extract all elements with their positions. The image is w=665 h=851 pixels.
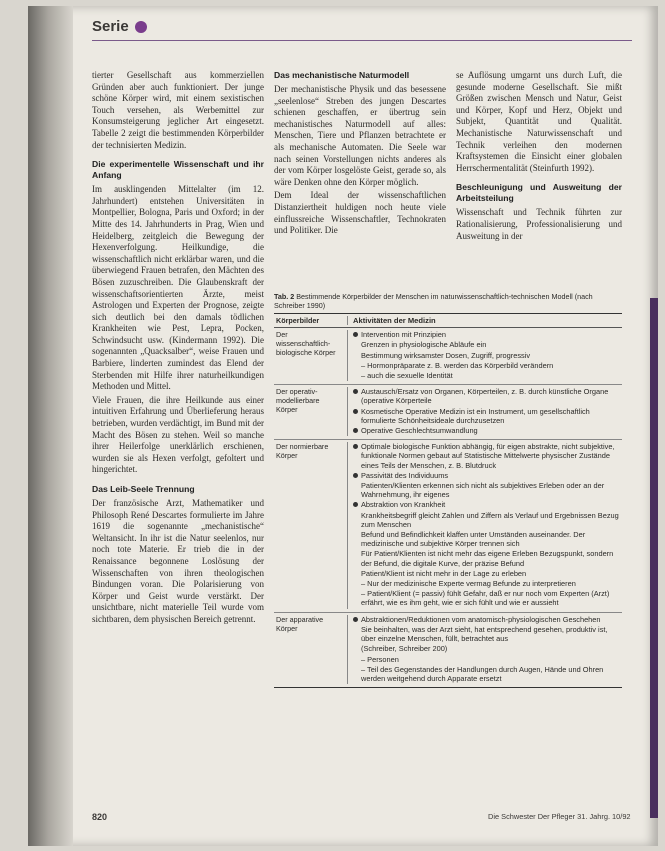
paragraph: Der französische Arzt, Mathematiker und Philosoph René Descartes formulierte im Jahre 1619 die sogenannte „mechanistische“ Weltansicht. In ihr ist die Natur seelenlos, nur noch tote Materie. Er trieb die in der Renaissance begonnene Loslösung der Wissenschaften von ihren theologischen Bindungen voran. Die Polarisierung von Körper und Geist wurde verstärkt. Der unsichtbare, nicht materielle Teil wurde vom sichtbaren, dem physischen Bereich getrennt. (92, 498, 264, 624)
bullet-text: Kosmetische Operative Medizin ist ein Instrument, um gesellschaftlich formulierte Schönheitsideale durchzusetzen (361, 406, 590, 425)
bullet-icon (353, 444, 358, 449)
section-heading: Das mechanistische Naturmodell (274, 70, 410, 80)
bullet-icon (353, 473, 358, 478)
sub-line: Grenzen in physiologische Abläufe ein (361, 340, 487, 350)
sub-line: Patient/Klient ist nicht mehr in der Lage zu erleben (361, 568, 527, 578)
sub-line: Krankheitsbegriff gleicht Zahlen und Ziffern als Verlauf und Ergebnissen Bezug zum Menschen (361, 510, 619, 529)
bullet-text: Abstraktionen/Reduktionen vom anatomisch-physiologischen Geschehen (361, 614, 601, 624)
bullet-text: Austausch/Ersatz von Organen, Körperteilen, z. B. durch künstliche Organe (operative Körperteile (361, 387, 609, 406)
table-row-label: Der wissenschaftlich-biologische Körper (274, 330, 348, 381)
paragraph: Dem Ideal der wissenschaftlichen Distanziertheit huldigen noch heute viele einflussreiche Wissenschaftler, Technokraten und Politiker. Die (274, 190, 446, 236)
bullet-item (353, 615, 622, 624)
header-rule (92, 40, 632, 41)
bullet-icon (353, 332, 358, 337)
table-row-activities (348, 615, 622, 684)
section-heading: Das Leib-Seele Trennung (92, 484, 195, 494)
sub-line: (Schreiber, Schreiber 200) (361, 644, 448, 654)
bullet-icon (353, 502, 358, 507)
page-number: 820 (92, 812, 108, 822)
table-row-label: Der apparative Körper (274, 615, 348, 684)
table-row (274, 385, 622, 440)
bullet-item (353, 330, 622, 339)
table-header-row (274, 314, 622, 328)
sub-line: Patienten/Klienten erkennen sich nicht als subjektives Erleben oder an der Wahrnehmung, ihr eigenes (361, 481, 605, 500)
sub-line: Sie beinhalten, was der Arzt sieht, hat entsprechend gesehen, produktiv ist, über einzelne Menschen, füllt, betrachtet aus (361, 624, 608, 644)
series-header (92, 18, 147, 35)
table-row (274, 328, 622, 385)
table-row-activities (348, 387, 622, 436)
paragraph: Der mechanistische Physik und das besessene „seelenlose“ Streben des jungen Descartes schienen geschaffen, er übertrug sein mechanistisches Naturmodell auf alles: Menschen, Tiere und Pflanzen betrachtete er als mechanische Automaten. Die Seele war nach seinen Vorstellungen nichts anderes als der vom Körper losgelöste Geist, gerade so, als wäre Denken ohne den Körper möglich. (274, 84, 446, 187)
sub-line: – Personen (361, 654, 399, 664)
table-rows (274, 328, 622, 687)
sub-line: – Patient/Klient (= passiv) fühlt Gefahr, daß er nur noch vom Experten (Arzt) erfährt, wie es ihm geht, wie er sich fühlt und wie er aussieht (361, 589, 610, 608)
table-row-activities (348, 330, 622, 381)
table-header-col1: Körperbilder (274, 316, 348, 325)
paragraph: Im ausklingenden Mittelalter (im 12. Jahrhundert) entstehen Universitäten in Montpellier, Bologna, Paris und Oxford; in der Mitte des 14. Jahrhunderts in Prag, Wien und Heidelberg, zeitgleich die Bewegung der Hexenverfolgung. Heilkundige, die wissenschaftlich nicht erklärbar waren, und die überwiegend Frauen betrafen, den Mächten des Bösen zuzuschreiben. Die Glaubenskraft der wissenschaftsorientierten Ärzte, meist Astrologen und Experten der Prognose, zeigte sich deutlich bei den damals tödlichen Krankheiten wie Pest, Lepra, Pocken, Schwindsucht usw. (Kindermann 1992). Die sogenannten „Quacksalber“, weise Frauen und Barbiere, linderten zumindest das Elend der Sterbenden mit Hilfe ihrer naturheilkundigen Methoden und Mittel. (92, 184, 264, 392)
sub-line: Befund und Befindlichkeit klaffen unter Umständen auseinander. Der medizinische und subjektive Körper trennen sich (361, 530, 586, 549)
sub-line: – auch die sexuelle Identität (361, 371, 453, 381)
bullet-icon (353, 428, 358, 433)
bullet-item (353, 500, 622, 509)
table-row-label: Der operativ-modellierbare Körper (274, 387, 348, 436)
paragraph: Wissenschaft und Technik führten zur Rationalisierung, Professionalisierung und Ausweitung in der (456, 207, 622, 241)
bullet-item (353, 442, 622, 470)
column-1 (92, 70, 264, 628)
series-dot-icon (135, 21, 147, 33)
paragraph: tierter Gesellschaft aus kommerziellen Gründen aber auch funktioniert. Der junge schöne Körper wird, mit einem sexistischen Touch versehen, als Werbemittel zur Konsumsteigerung jeglicher Art eingesetzt. Tabelle 2 zeigt die bestimmenden Körperbilder der technisierten Medizin. (92, 70, 264, 150)
table-row-activities (348, 442, 622, 608)
bullet-item (353, 387, 622, 405)
bullet-icon (353, 617, 358, 622)
bullet-text: Passivität des Individuums (361, 470, 449, 480)
paragraph: Viele Frauen, die ihre Heilkunde aus einer intuitiven Erfahrung und Überlieferung heraus betrieben, wurden verdächtigt, im Bund mit der Macht des Bösen zu stehen. Weil so manche ihrer Heilerfolge unerklärlich erschienen, wurden sie als Hexen verfolgt, gefoltert und hingerichtet. (92, 394, 264, 475)
table-caption-text: Bestimmende Körperbilder der Menschen im naturwissenschaftlich-technischen Modell (nach Schreiber 1990) (274, 292, 593, 310)
table-row (274, 613, 622, 687)
bullet-item (353, 471, 622, 480)
bullet-text: Optimale biologische Funktion abhängig, für eigen abstrakte, nicht subjektive, funktionale Normen gebaut auf Statistische Mittelwerte physischer Zustände eines Teils der Menschen, z. B. Blutdruck (361, 442, 615, 470)
bullet-text: Operative Geschlechtsumwandlung (361, 426, 478, 436)
table-row (274, 440, 622, 612)
column-3 (456, 70, 622, 244)
table-caption (274, 292, 622, 310)
bullet-item (353, 407, 622, 425)
series-title: Serie (92, 18, 129, 35)
right-margin-bar (650, 298, 658, 818)
table-row-label: Der normierbare Körper (274, 442, 348, 608)
bullet-icon (353, 389, 358, 394)
book-gutter-shadow (28, 6, 73, 846)
sub-line: Für Patient/Klienten ist nicht mehr das eigene Erleben Bezugspunkt, sondern der Befund, die digitale Kurve, der präzise Befund (361, 549, 614, 568)
bullet-icon (353, 409, 358, 414)
sub-line: – Nur der medizinische Experte vermag Befunde zu interpretieren (361, 579, 576, 589)
bullet-text: Intervention mit Prinzipien (361, 330, 447, 340)
column-2 (274, 70, 446, 239)
section-heading: Die experimentelle Wissenschaft und ihr Anfang (92, 159, 264, 181)
table-caption-label: Tab. 2 (274, 292, 295, 301)
sub-line: Bestimmung wirksamster Dosen, Zugriff, progressiv (361, 350, 531, 360)
sub-line: – Hormonpräparate z. B. werden das Körperbild verändern (361, 360, 554, 370)
table-body (274, 313, 622, 688)
bullet-item (353, 426, 622, 435)
source-line: Die Schwester Der Pfleger 31. Jahrg. 10/92 (488, 812, 631, 821)
sub-line: – Teil des Gegenstandes der Handlungen durch Augen, Hände und Ohren werden weitgehend durch Apparate ersetzt (361, 664, 604, 683)
table-header-col2: Aktivitäten der Medizin (353, 316, 436, 325)
paragraph: se Auflösung umgarnt uns durch Luft, die gesunde moderne Gesellschaft. Sie mißt Größen zwischen Mensch und Natur, Geist und Körper, Kopf und Herz, Objekt und Subjekt, Quantität und Qualität. Mechanistische Naturwissenschaft und Technik verleihen den modernen Kraftsystemen die Einsicht einer globalen Herrschermentalität (Steinfurth 1992). (456, 70, 622, 173)
table-2 (274, 292, 622, 688)
bullet-text: Abstraktion von Krankheit (361, 500, 446, 510)
section-heading: Beschleunigung und Ausweitung der Arbeitsteilung (456, 182, 622, 204)
